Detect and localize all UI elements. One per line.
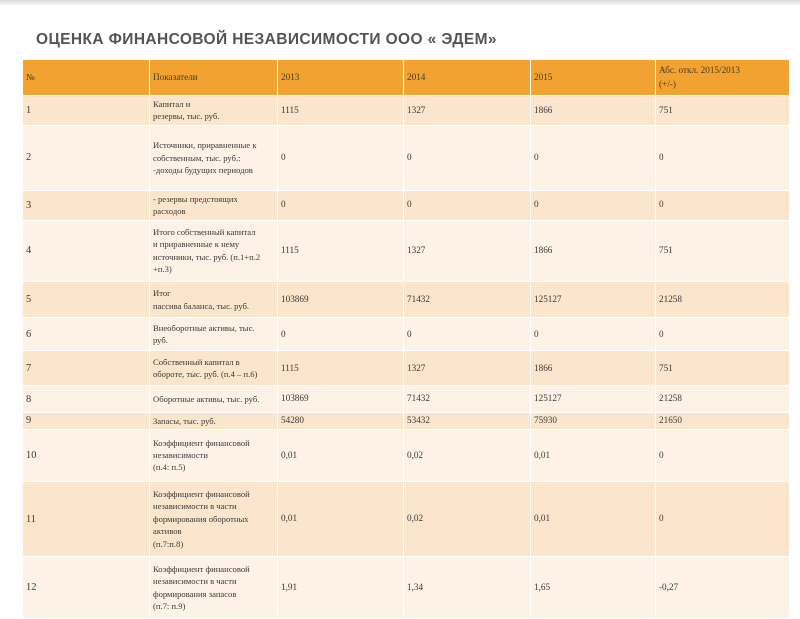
value-2015: 1866 — [531, 351, 656, 386]
value-abs-deviation: 0 — [656, 482, 790, 557]
value-2014: 1327 — [404, 351, 531, 386]
col-header-abs-deviation: Абс. откл. 2015/2013 (+/-) — [656, 60, 790, 96]
row-indicator: Коэффициент финансовой независимости (п.4: п.5) — [150, 429, 278, 481]
table-row — [23, 386, 790, 413]
row-indicator: Внеоборотные активы, тыс. руб. — [150, 318, 278, 351]
row-number: 2 — [23, 125, 150, 190]
value-2014: 0 — [404, 125, 531, 190]
value-2013: 0 — [278, 190, 404, 220]
value-2014: 71432 — [404, 282, 531, 318]
row-indicator: - резервы предстоящих расходов — [150, 190, 278, 220]
row-indicator: Оборотные активы, тыс. руб. — [150, 386, 278, 413]
value-2013: 1,91 — [278, 557, 404, 619]
col-header-indicator: Показатели — [150, 60, 278, 96]
value-2015: 125127 — [531, 386, 656, 413]
value-2014: 0 — [404, 318, 531, 351]
value-2015: 0 — [531, 125, 656, 190]
value-2015: 0,01 — [531, 429, 656, 481]
value-2015: 1866 — [531, 220, 656, 282]
row-indicator: Капитал и резервы, тыс. руб. — [150, 96, 278, 126]
row-number: 9 — [23, 412, 150, 429]
col-header-number: № — [23, 60, 150, 96]
value-2013: 1115 — [278, 96, 404, 126]
value-2015: 0,01 — [531, 482, 656, 557]
value-2014: 1327 — [404, 220, 531, 282]
table-header-row — [23, 60, 790, 96]
row-indicator: Запасы, тыс. руб. — [150, 412, 278, 429]
table-row — [23, 482, 790, 557]
value-2014: 53432 — [404, 412, 531, 429]
row-indicator: Собственный капитал в обороте, тыс. руб. (п.4 – п.6) — [150, 351, 278, 386]
value-abs-deviation: 21258 — [656, 386, 790, 413]
value-2015: 1,65 — [531, 557, 656, 619]
table-row — [23, 125, 790, 190]
row-number: 8 — [23, 386, 150, 413]
value-2013: 0 — [278, 318, 404, 351]
row-number: 5 — [23, 282, 150, 318]
value-2015: 75930 — [531, 412, 656, 429]
row-indicator: Источники, приравненные к собственным, тыс. руб.: -доходы будущих периодов — [150, 125, 278, 190]
row-number: 6 — [23, 318, 150, 351]
value-abs-deviation: 0 — [656, 429, 790, 481]
top-shadow — [0, 0, 800, 6]
page-title: ОЦЕНКА ФИНАНСОВОЙ НЕЗАВИСИМОСТИ ООО « ЭДЕМ» — [36, 31, 497, 48]
table-row — [23, 282, 790, 318]
value-2013: 0,01 — [278, 429, 404, 481]
value-2014: 1,34 — [404, 557, 531, 619]
table-row — [23, 96, 790, 126]
row-indicator: Итого собственный капитал и приравненные к нему источники, тыс. руб. (п.1+п.2 +п.3) — [150, 220, 278, 282]
financial-independence-table — [22, 59, 790, 619]
value-2013: 1115 — [278, 351, 404, 386]
value-2014: 0 — [404, 190, 531, 220]
value-2013: 103869 — [278, 282, 404, 318]
table-row — [23, 429, 790, 481]
value-2013: 0 — [278, 125, 404, 190]
row-number: 11 — [23, 482, 150, 557]
table-row — [23, 318, 790, 351]
value-2013: 0,01 — [278, 482, 404, 557]
value-2013: 1115 — [278, 220, 404, 282]
value-abs-deviation: 21650 — [656, 412, 790, 429]
table-row — [23, 190, 790, 220]
row-indicator: Итог пассива баланса, тыс. руб. — [150, 282, 278, 318]
value-abs-deviation: 21258 — [656, 282, 790, 318]
value-abs-deviation: 0 — [656, 318, 790, 351]
value-2013: 54280 — [278, 412, 404, 429]
table-row — [23, 557, 790, 619]
col-header-2014: 2014 — [404, 60, 531, 96]
value-abs-deviation: -0,27 — [656, 557, 790, 619]
value-2013: 103869 — [278, 386, 404, 413]
row-number: 1 — [23, 96, 150, 126]
col-header-2015: 2015 — [531, 60, 656, 96]
row-number: 7 — [23, 351, 150, 386]
value-abs-deviation: 751 — [656, 220, 790, 282]
value-2014: 71432 — [404, 386, 531, 413]
value-abs-deviation: 751 — [656, 351, 790, 386]
row-number: 10 — [23, 429, 150, 481]
row-number: 4 — [23, 220, 150, 282]
value-2015: 1866 — [531, 96, 656, 126]
row-indicator: Коэффициент финансовой независимости в части формирования запасов (п.7: п.9) — [150, 557, 278, 619]
row-number: 12 — [23, 557, 150, 619]
col-header-2013: 2013 — [278, 60, 404, 96]
table-row — [23, 220, 790, 282]
table-row — [23, 412, 790, 429]
value-2015: 0 — [531, 318, 656, 351]
value-abs-deviation: 0 — [656, 190, 790, 220]
value-abs-deviation: 0 — [656, 125, 790, 190]
value-2014: 0,02 — [404, 482, 531, 557]
value-abs-deviation: 751 — [656, 96, 790, 126]
value-2014: 0,02 — [404, 429, 531, 481]
value-2015: 125127 — [531, 282, 656, 318]
value-2014: 1327 — [404, 96, 531, 126]
table-row — [23, 351, 790, 386]
row-indicator: Коэффициент финансовой независимости в части формирования оборотных активов (п.7:п.8) — [150, 482, 278, 557]
value-2015: 0 — [531, 190, 656, 220]
row-number: 3 — [23, 190, 150, 220]
